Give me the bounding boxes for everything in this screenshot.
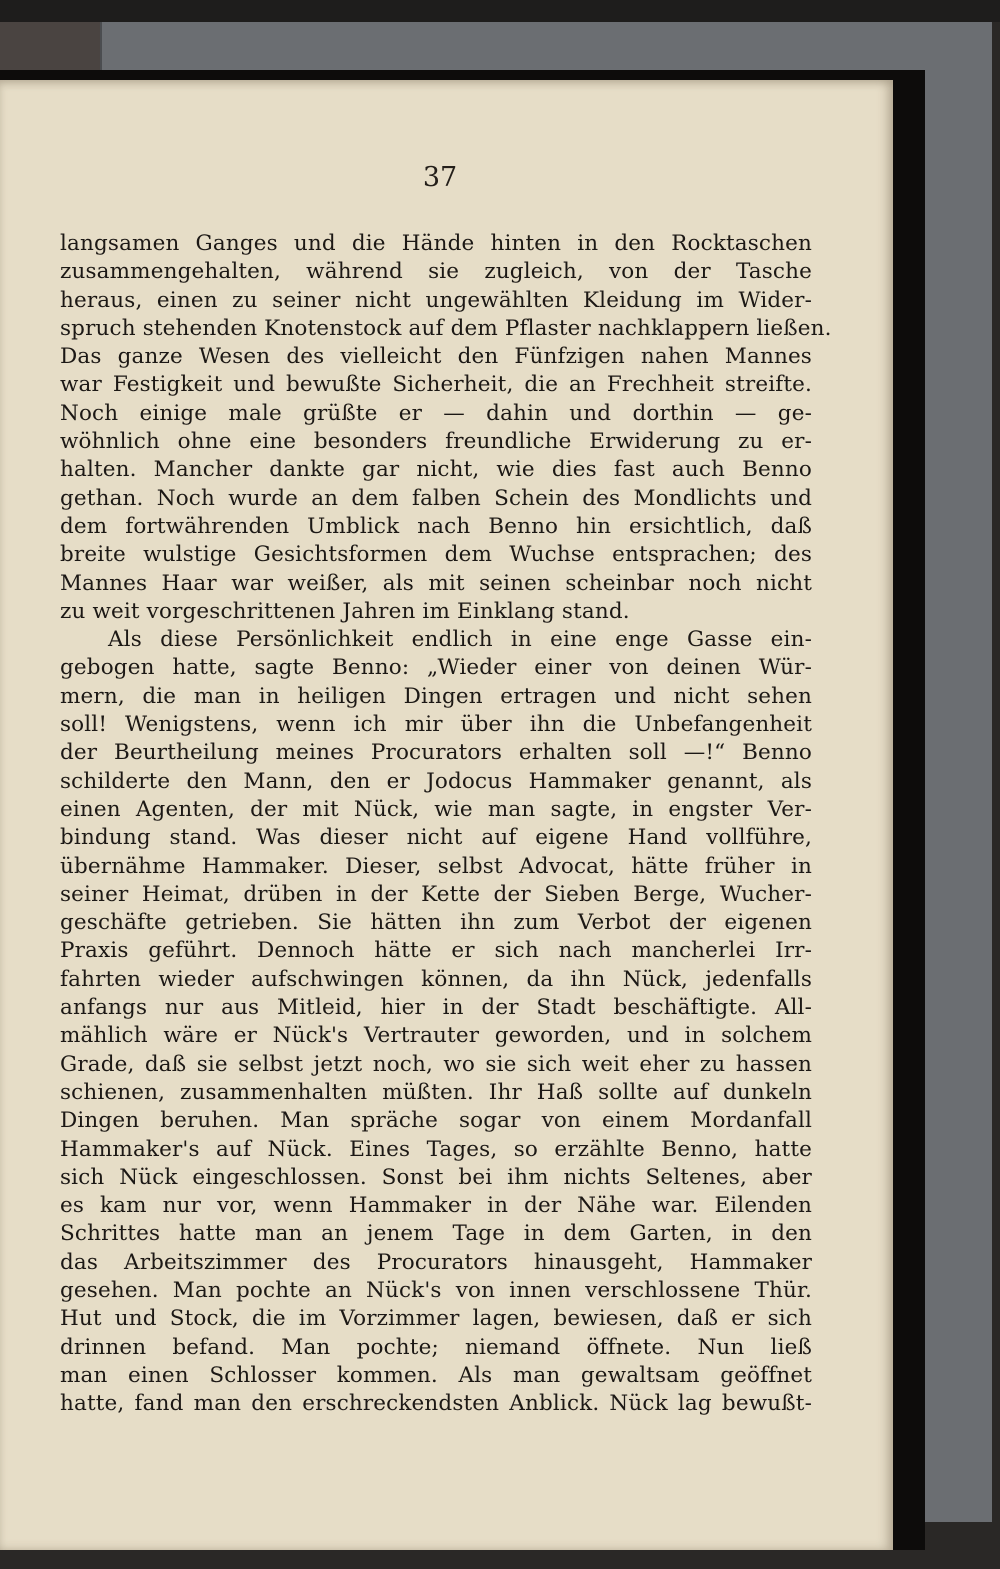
text-line: bindung stand. Was dieser nicht auf eigene Hand vollführe, (60, 825, 812, 851)
text-line: breite wulstige Gesichtsformen dem Wuchse entsprachen; des (60, 542, 812, 568)
text-line: fahrten wieder aufschwingen können, da ihn Nück, jedenfalls (60, 966, 812, 992)
text-line: Mannes Haar war weißer, als mit seinen scheinbar noch nicht (60, 570, 812, 596)
text-line: Schrittes hatte man an jenem Tage in dem Garten, in den (60, 1221, 812, 1247)
text-line: Das ganze Wesen des vielleicht den Fünfzigen nahen Mannes (60, 344, 812, 370)
text-line: übernähme Hammaker. Dieser, selbst Advocat, hätte früher in (60, 853, 812, 879)
page-text (60, 230, 832, 1418)
text-line: gebogen hatte, sagte Benno: „Wieder einer von deinen Wür- (60, 655, 812, 681)
text-line: einen Agenten, der mit Nück, wie man sagte, in engster Ver- (60, 796, 812, 822)
text-line: war Festigkeit und bewußte Sicherheit, die an Frechheit streifte. (60, 372, 812, 398)
text-line: soll! Wenigstens, wenn ich mir über ihn die Unbefangenheit (60, 712, 812, 738)
text-line: mern, die man in heiligen Dingen ertragen und nicht sehen (60, 683, 812, 709)
text-line: Als diese Persönlichkeit endlich in eine enge Gasse ein- (108, 627, 812, 653)
text-line: sich Nück eingeschlossen. Sonst bei ihm nichts Seltenes, aber (60, 1164, 812, 1190)
page-number: 37 (422, 162, 458, 193)
text-line: spruch stehenden Knotenstock auf dem Pflaster nachklappern ließen. (60, 315, 832, 341)
text-line: es kam nur vor, wenn Hammaker in der Nähe war. Eilenden (60, 1193, 812, 1219)
text-line: das Arbeitszimmer des Procurators hinausgeht, Hammaker (60, 1249, 812, 1275)
text-line: Grade, daß sie selbst jetzt noch, wo sie sich weit eher zu hassen (60, 1051, 812, 1077)
text-line: zusammengehalten, während sie zugleich, von der Tasche (60, 259, 812, 285)
text-line: gesehen. Man pochte an Nück's von innen verschlossene Thür. (60, 1277, 812, 1303)
book-page (0, 80, 893, 1550)
text-line: man einen Schlosser kommen. Als man gewaltsam geöffnet (60, 1362, 812, 1388)
text-line: gethan. Noch wurde an dem falben Schein des Mondlichts und (60, 485, 812, 511)
text-line: dem fortwährenden Umblick nach Benno hin ersichtlich, daß (60, 513, 812, 539)
background-top (0, 0, 1000, 22)
text-line: Praxis geführt. Dennoch hätte er sich nach mancherlei Irr- (60, 938, 812, 964)
text-line: seiner Heimat, drüben in der Kette der Sieben Berge, Wucher- (60, 881, 812, 907)
text-line: anfangs nur aus Mitleid, hier in der Stadt beschäftigte. All- (60, 995, 812, 1021)
text-line: heraus, einen zu seiner nicht ungewählten Kleidung im Wider- (60, 287, 812, 313)
text-line: halten. Mancher dankte gar nicht, wie dies fast auch Benno (60, 457, 812, 483)
text-line: Hut und Stock, die im Vorzimmer lagen, bewiesen, daß er sich (60, 1306, 812, 1332)
text-line: mählich wäre er Nück's Vertrauter geworden, und in solchem (60, 1023, 812, 1049)
text-line: wöhnlich ohne eine besonders freundliche Erwiderung zu er- (60, 429, 812, 455)
text-line: schilderte den Mann, den er Jodocus Hammaker genannt, als (60, 768, 812, 794)
text-line: Hammaker's auf Nück. Eines Tages, so erzählte Benno, hatte (60, 1136, 812, 1162)
text-line: Dingen beruhen. Man spräche sogar von einem Mordanfall (60, 1108, 812, 1134)
text-line: hatte, fand man den erschreckendsten Anblick. Nück lag bewußt- (60, 1391, 812, 1417)
text-line: langsamen Ganges und die Hände hinten in den Rocktaschen (60, 231, 812, 256)
book-spine-edge (0, 22, 100, 70)
text-line: drinnen befand. Man pochte; niemand öffnete. Nun ließ (60, 1334, 812, 1360)
text-line: zu weit vorgeschrittenen Jahren im Einklang stand. (60, 598, 630, 624)
text-line: der Beurtheilung meines Procurators erhalten soll —!“ Benno (60, 740, 812, 766)
text-line: Noch einige male grüßte er — dahin und dorthin — ge- (60, 400, 812, 426)
text-line: geschäfte getrieben. Sie hätten ihn zum Verbot der eigenen (60, 910, 812, 936)
text-line: schienen, zusammenhalten müßten. Ihr Haß sollte auf dunkeln (60, 1079, 812, 1105)
